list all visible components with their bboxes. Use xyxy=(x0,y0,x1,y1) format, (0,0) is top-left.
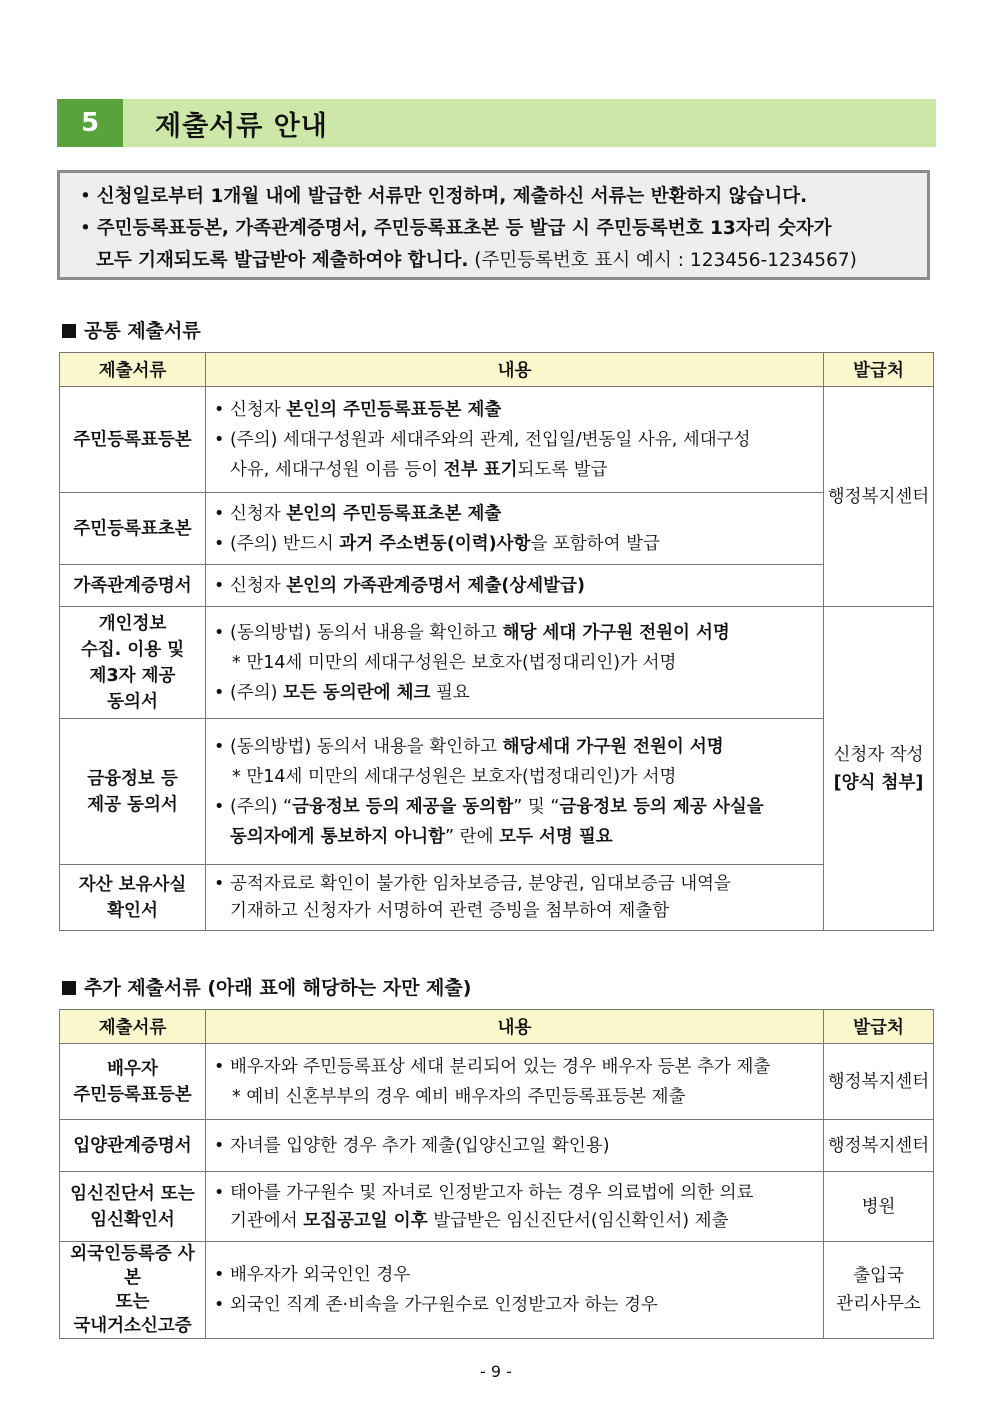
notice-box: • 신청일로부터 1개월 내에 발급한 서류만 인정하며, 제출하신 서류는 반환하지 않습니다. • 주민등록표등본, 가족관계증명서, 주민등록표초본 등 발급 시 주민등록번호 13자리 숫자가 모두 기재되도록 발급받아 제출하여야 합니다. (주민등록번호 표시 예시 : 123456-1234567) xyxy=(57,170,930,280)
doc-name: 주민등록표등본 xyxy=(60,387,206,493)
issuer: 출입국 관리사무소 xyxy=(824,1242,934,1339)
table-row xyxy=(60,1242,934,1339)
table-row xyxy=(60,719,934,865)
table-row xyxy=(60,865,934,931)
header-content: 내용 xyxy=(206,1010,824,1044)
header-issuer: 발급처 xyxy=(824,1010,934,1044)
doc-content: • (동의방법) 동의서 내용을 확인하고 해당 세대 가구원 전원이 서명 * 만14세 미만의 세대구성원은 보호자(법정대리인)가 서명 • (주의) 모든 동의란에 체크 필요 xyxy=(206,607,824,719)
doc-name: 자산 보유사실 확인서 xyxy=(60,865,206,931)
table-row xyxy=(60,1044,934,1120)
issuer: 행정복지센터 xyxy=(824,1044,934,1120)
section-header xyxy=(57,99,936,147)
issuer: 신청자 작성 [양식 첨부] xyxy=(824,607,934,931)
doc-content: • 배우자가 외국인인 경우 • 외국인 직계 존·비속을 가구원수로 인정받고자 하는 경우 xyxy=(206,1242,824,1339)
issuer: 행정복지센터 xyxy=(824,1120,934,1172)
doc-content: • 공적자료로 확인이 불가한 임차보증금, 분양권, 임대보증금 내역을 기재하고 신청자가 서명하여 관련 증빙을 첨부하여 제출함 xyxy=(206,865,824,931)
table-header-row xyxy=(60,1010,934,1044)
issuer: 병원 xyxy=(824,1172,934,1242)
notice-line-3-bold: 모두 기재되도록 발급받아 제출하여야 합니다. xyxy=(96,250,469,271)
table-row xyxy=(60,387,934,493)
header-doc: 제출서류 xyxy=(60,353,206,387)
section-title: 제출서류 안내 xyxy=(155,110,328,142)
doc-name: 가족관계증명서 xyxy=(60,565,206,607)
square-bullet-icon xyxy=(62,324,76,338)
doc-name: 금융정보 등 제공 동의서 xyxy=(60,719,206,865)
doc-name: 입양관계증명서 xyxy=(60,1120,206,1172)
doc-content: • 태아를 가구원수 및 자녀로 인정받고자 하는 경우 의료법에 의한 의료 기관에서 모집공고일 이후 발급받은 임신진단서(임신확인서) 제출 xyxy=(206,1172,824,1242)
doc-name: 주민등록표초본 xyxy=(60,493,206,565)
table-row xyxy=(60,565,934,607)
notice-line-2: 주민등록표등본, 가족관계증명서, 주민등록표초본 등 발급 시 주민등록번호 13자리 숫자가 xyxy=(96,218,832,239)
doc-name: 배우자 주민등록표등본 xyxy=(60,1044,206,1120)
table-row xyxy=(60,607,934,719)
section-number: 5 xyxy=(57,99,123,147)
table-row xyxy=(60,1172,934,1242)
doc-content: • 자녀를 입양한 경우 추가 제출(입양신고일 확인용) xyxy=(206,1120,824,1172)
table-row xyxy=(60,493,934,565)
additional-docs-table xyxy=(59,1009,934,1339)
common-docs-heading: 공통 제출서류 xyxy=(62,316,201,343)
doc-name: 개인정보 수집. 이용 및 제3자 제공 동의서 xyxy=(60,607,206,719)
header-issuer: 발급처 xyxy=(824,353,934,387)
doc-content: • 배우자와 주민등록표상 세대 분리되어 있는 경우 배우자 등본 추가 제출 * 예비 신혼부부의 경우 예비 배우자의 주민등록표등본 제출 xyxy=(206,1044,824,1120)
issuer: 행정복지센터 xyxy=(824,387,934,607)
header-doc: 제출서류 xyxy=(60,1010,206,1044)
notice-line-1: 신청일로부터 1개월 내에 발급한 서류만 인정하며, 제출하신 서류는 반환하지 않습니다. xyxy=(96,186,808,207)
common-docs-table xyxy=(59,352,934,931)
notice-line-3-example: (주민등록번호 표시 예시 : 123456-1234567) xyxy=(474,250,857,271)
header-content: 내용 xyxy=(206,353,824,387)
table-row xyxy=(60,1120,934,1172)
doc-name: 외국인등록증 사본 또는 국내거소신고증 xyxy=(60,1242,206,1339)
doc-content: • 신청자 본인의 가족관계증명서 제출(상세발급) xyxy=(206,565,824,607)
doc-name: 임신진단서 또는 임신확인서 xyxy=(60,1172,206,1242)
doc-content: • 신청자 본인의 주민등록표초본 제출 • (주의) 반드시 과거 주소변동(이력)사항을 포함하여 발급 xyxy=(206,493,824,565)
table-header-row xyxy=(60,353,934,387)
additional-docs-heading: 추가 제출서류 (아래 표에 해당하는 자만 제출) xyxy=(62,973,471,1000)
doc-content: • 신청자 본인의 주민등록표등본 제출 • (주의) 세대구성원과 세대주와의 관계, 전입일/변동일 사유, 세대구성 사유, 세대구성원 이름 등이 전부 표기되도록 발급 xyxy=(206,387,824,493)
square-bullet-icon xyxy=(62,981,76,995)
page-number: - 9 - xyxy=(480,1362,512,1381)
doc-content: • (동의방법) 동의서 내용을 확인하고 해당세대 가구원 전원이 서명 * 만14세 미만의 세대구성원은 보호자(법정대리인)가 서명 • (주의) “금융정보 등의 제공을 동의함” 및 “금융정보 등의 제공 사실을 동의자에게 통보하지 아니함” 란에 모두 서명 필요 xyxy=(206,719,824,865)
